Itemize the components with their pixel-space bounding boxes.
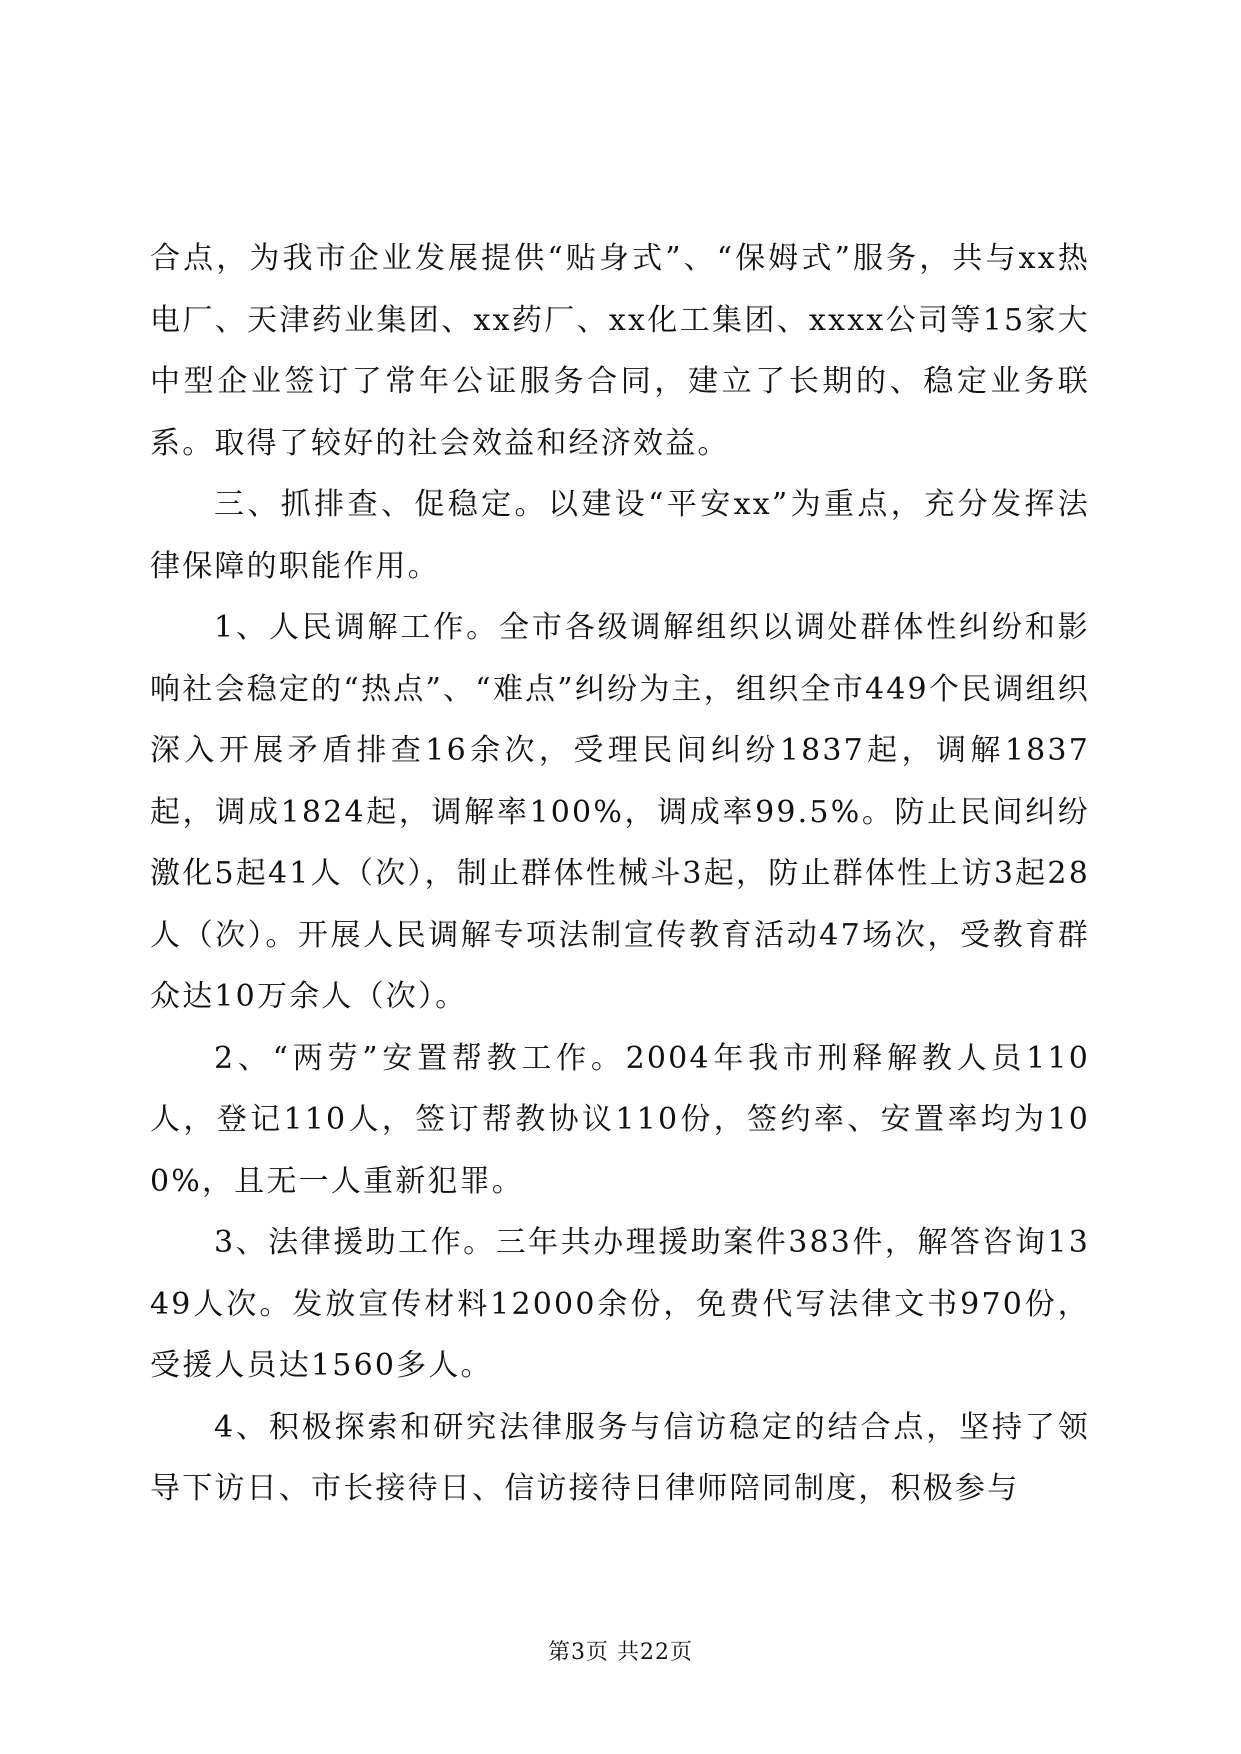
document-body <box>150 228 1090 1520</box>
page-number-footer: 第3页 共22页 <box>548 1640 693 1665</box>
paragraph-mediation: 1、人民调解工作。全市各级调解组织以调处群体性纠纷和影响社会稳定的“热点”、“难点”纠纷为主，组织全市449个民调组织深入开展矛盾排查16余次，受理民间纠纷1837起，调解1837起，调成1824起，调解率100%，调成率99.5%。防止民间纠纷激化5起41人（次），制止群体性械斗3起，防止群体性上访3起28人（次）。开展人民调解专项法制宣传教育活动47场次，受教育群众达10万余人（次）。 <box>150 610 1090 1014</box>
paragraph-legal-aid: 3、法律援助工作。三年共办理援助案件383件，解答咨询1349人次。发放宣传材料12000余份，免费代写法律文书970份，受援人员达1560多人。 <box>150 1225 1090 1383</box>
paragraph-resettlement: 2、“两劳”安置帮教工作。2004年我市刑释解教人员110人，登记110人，签订帮教协议110份，签约率、安置率均为100%，且无一人重新犯罪。 <box>150 1040 1090 1199</box>
paragraph-section-three: 三、抓排查、促稳定。以建设“平安xx”为重点，充分发挥法律保障的职能作用。 <box>150 487 1090 584</box>
paragraph-petition: 4、积极探索和研究法律服务与信访稳定的结合点，坚持了领导下访日、市长接待日、信访接待日律师陪同制度，积极参与 <box>150 1409 1090 1506</box>
paragraph-continuation: 合点，为我市企业发展提供“贴身式”、“保姆式”服务，共与xx热电厂、天津药业集团、xx药厂、xx化工集团、xxxx公司等15家大中型企业签订了常年公证服务合同，建立了长期的、稳定业务联系。取得了较好的社会效益和经济效益。 <box>150 241 1090 461</box>
